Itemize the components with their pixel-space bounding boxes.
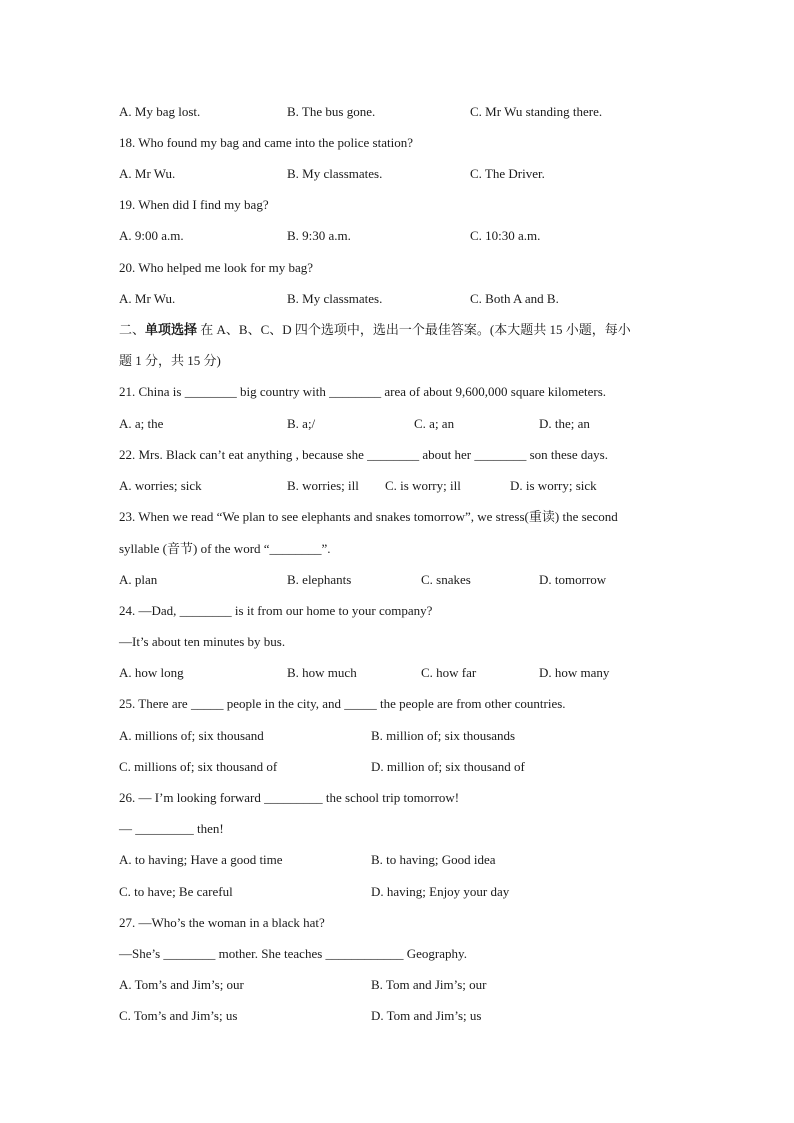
q17-option-b[interactable]: B. The bus gone. [287,104,376,119]
q20-option-b[interactable]: B. My classmates. [287,291,383,306]
q26-option-a[interactable]: A. to having; Have a good time [119,852,283,867]
q24-option-c[interactable]: C. how far [421,665,477,680]
q22-option-d[interactable]: D. is worry; sick [510,478,597,493]
q23-option-b[interactable]: B. elephants [287,572,352,587]
q17-option-a[interactable]: A. My bag lost. [119,104,201,119]
q23-option-c[interactable]: C. snakes [421,572,471,587]
q23-option-a[interactable]: A. plan [119,572,158,587]
q19-option-b[interactable]: B. 9:30 a.m. [287,228,351,243]
section2-heading [119,320,631,340]
q27-option-a[interactable]: A. Tom’s and Jim’s; our [119,977,244,992]
q20-option-c[interactable]: C. Both A and B. [470,291,559,306]
q20-option-a[interactable]: A. Mr Wu. [119,291,176,306]
q18-option-b[interactable]: B. My classmates. [287,166,383,181]
q27-stem: 27. —Who’s the woman in a black hat? [119,915,325,930]
q22-stem: 22. Mrs. Black can’t eat anything , because she ________ about her ________ son these days. [119,447,608,462]
q27-option-c[interactable]: C. Tom’s and Jim’s; us [119,1008,238,1023]
q19-stem: 19. When did I find my bag? [119,197,269,212]
q21-option-a[interactable]: A. a; the [119,416,164,431]
q20-stem: 20. Who helped me look for my bag? [119,260,313,275]
q22-option-a[interactable]: A. worries; sick [119,478,202,493]
q26-option-d[interactable]: D. having; Enjoy your day [371,884,510,899]
q24-option-a[interactable]: A. how long [119,665,184,680]
q17-option-c[interactable]: C. Mr Wu standing there. [470,104,603,119]
q21-option-c[interactable]: C. a; an [414,416,455,431]
section2-instructions: 在 A、B、C、D 四个选项中，选出一个最佳答案。(本大题共 15 小题，每小 [197,322,631,337]
q19-option-c[interactable]: C. 10:30 a.m. [470,228,541,243]
q23-stem-cont: syllable (音节) of the word “________”. [119,541,331,556]
q26-stem: 26. — I’m looking forward _________ the school trip tomorrow! [119,790,460,805]
section2-instructions-cont: 题 1 分，共 15 分) [119,353,221,368]
q25-option-a[interactable]: A. millions of; six thousand [119,728,264,743]
q24-stem: 24. —Dad, ________ is it from our home to your company? [119,603,433,618]
q27-answer-line: —She’s ________ mother. She teaches ____________ Geography. [119,946,467,961]
q18-stem: 18. Who found my bag and came into the police station? [119,135,413,150]
q27-option-d[interactable]: D. Tom and Jim’s; us [371,1008,482,1023]
section2-title: 单项选择 [145,322,198,337]
q25-option-d[interactable]: D. million of; six thousand of [371,759,525,774]
q25-option-b[interactable]: B. million of; six thousands [371,728,516,743]
q23-option-d[interactable]: D. tomorrow [539,572,607,587]
q25-option-c[interactable]: C. millions of; six thousand of [119,759,278,774]
q21-option-b[interactable]: B. a;/ [287,416,316,431]
q24-option-d[interactable]: D. how many [539,665,610,680]
q26-option-b[interactable]: B. to having; Good idea [371,852,496,867]
q18-option-c[interactable]: C. The Driver. [470,166,545,181]
q26-option-c[interactable]: C. to have; Be careful [119,884,233,899]
q24-option-b[interactable]: B. how much [287,665,357,680]
q22-option-c[interactable]: C. is worry; ill [385,478,461,493]
q24-answer-line: —It’s about ten minutes by bus. [119,634,286,649]
q21-option-d[interactable]: D. the; an [539,416,590,431]
q23-stem: 23. When we read “We plan to see elephants and snakes tomorrow”, we stress(重读) the second [119,509,618,524]
q26-answer-line: — _________ then! [119,821,224,836]
q18-option-a[interactable]: A. Mr Wu. [119,166,176,181]
q19-option-a[interactable]: A. 9:00 a.m. [119,228,184,243]
q27-option-b[interactable]: B. Tom and Jim’s; our [371,977,487,992]
q21-stem: 21. China is ________ big country with ________ area of about 9,600,000 square kilometers. [119,384,607,399]
q25-stem: 25. There are _____ people in the city, and _____ the people are from other countries. [119,696,566,711]
q22-option-b[interactable]: B. worries; ill [287,478,359,493]
section2-number: 二、 [119,322,146,337]
